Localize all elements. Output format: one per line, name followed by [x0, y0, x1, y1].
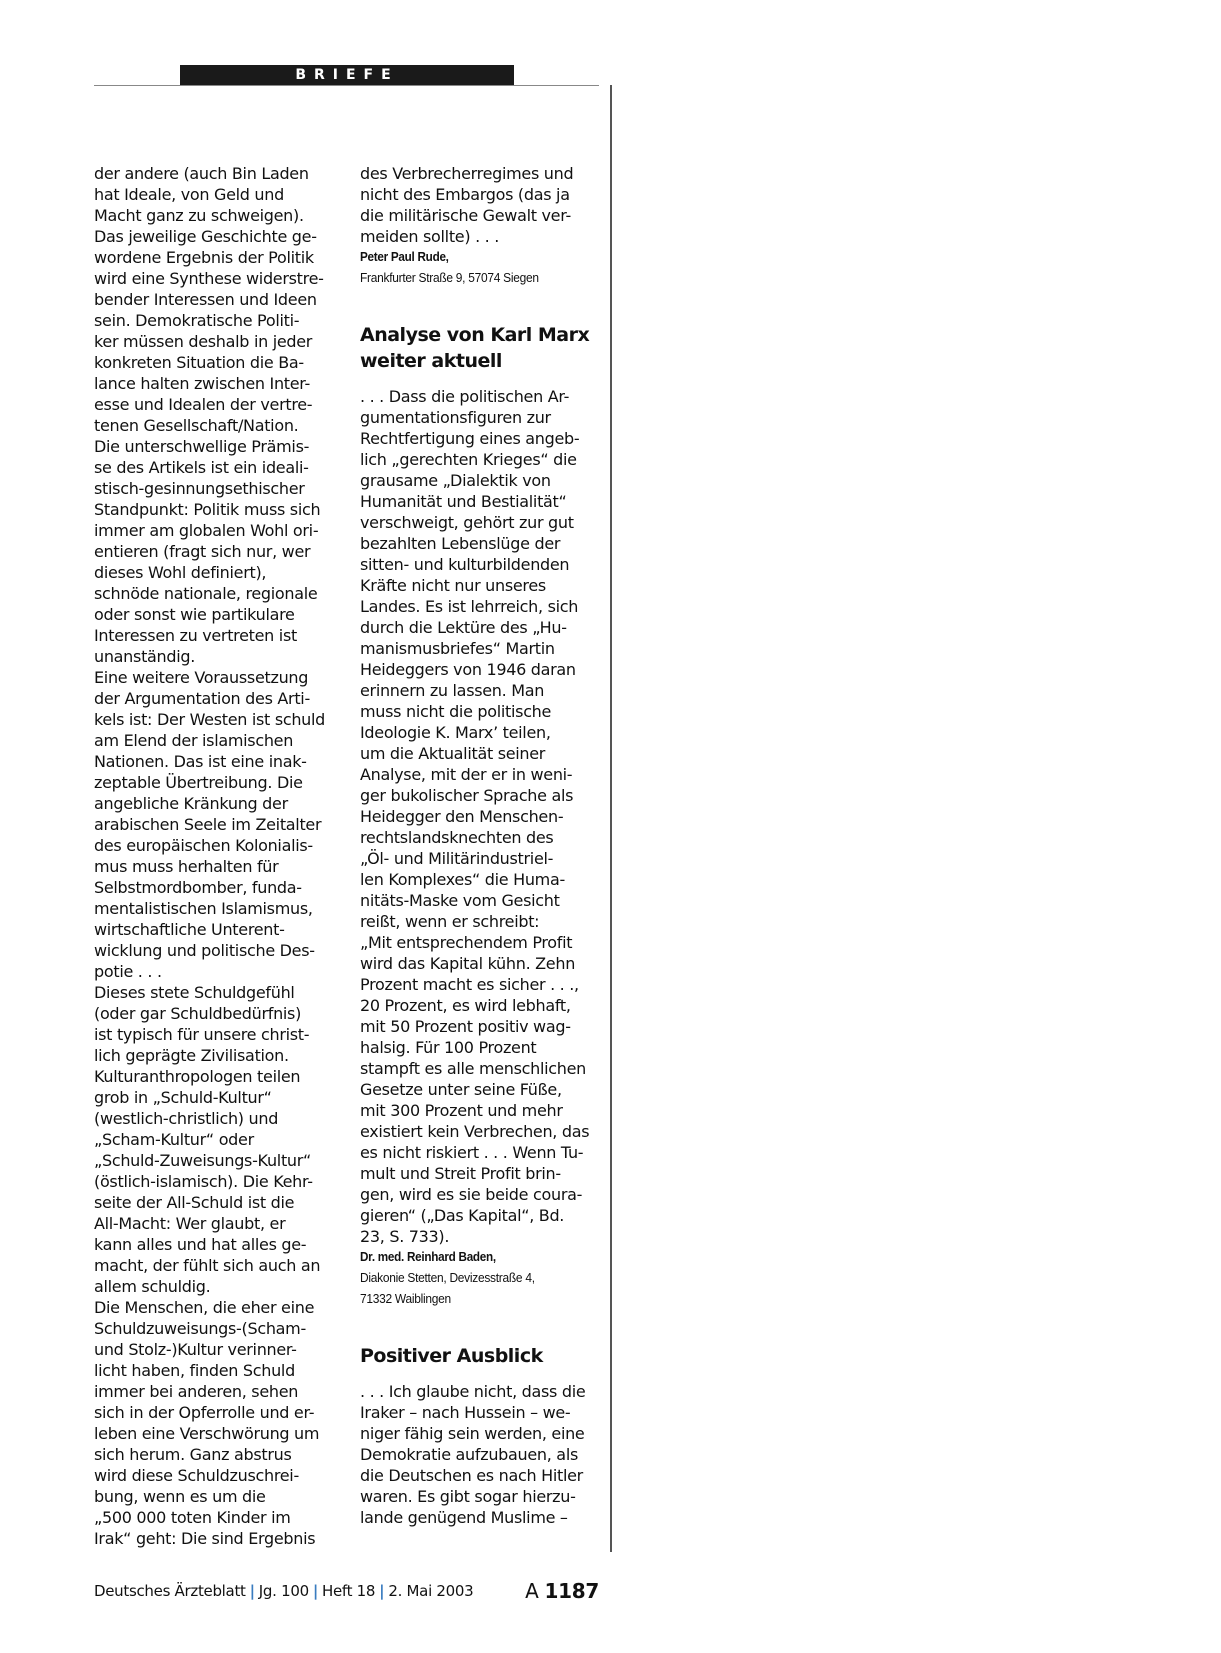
journal-issue: Heft 18: [322, 1582, 376, 1600]
page-number-block: [525, 1578, 599, 1604]
body-paragraph: Dieses stete Schuldgefühl (oder gar Schuldbedürfnis) ist typisch für unsere christ- lich geprägte Zivilisation. Kulturanthropologen teilen grob in „Schuld-Kultur“ (westlich-christlich) und „Scham-Kultur“ oder „Schuld-Zuweisungs-Kultur“ (östlich-islamisch). Die Kehr- seite der All-Schuld ist die All-Macht: Wer glaubt, er kann alles und hat alles ge- macht, der fühlt sich auch an allem schuldig.: [94, 983, 321, 1296]
section-label: BRIEFE: [180, 65, 514, 86]
footer-separator: |: [379, 1582, 385, 1600]
letter-headline: Analyse von Karl Marx weiter aktuell: [360, 324, 590, 372]
header-rule: [94, 85, 599, 86]
letter-author: Dr. med. Reinhard Baden,: [360, 1249, 496, 1264]
journal-volume: Jg. 100: [258, 1582, 309, 1600]
column-divider: [610, 85, 612, 1552]
continuation-paragraph: des Verbrecherregimes und nicht des Embargos (das ja die militärische Gewalt ver- meiden sollte) . . .: [360, 164, 574, 246]
left-column: [94, 163, 344, 1549]
footer-separator: |: [312, 1582, 318, 1600]
letter-address: Diakonie Stetten, Devizesstraße 4, 71332 Waiblingen: [360, 1270, 535, 1306]
letter-address: Frankfurter Straße 9, 57074 Siegen: [360, 270, 539, 285]
letter-body: . . . Ich glaube nicht, dass die Iraker – nach Hussein – we- niger fähig sein werden, eine Demokratie aufzubauen, als die Deutschen es nach Hitler waren. Es gibt sogar hierzu- lande genügend Muslime –: [360, 1382, 586, 1527]
body-paragraph: Die unterschwellige Prämis- se des Artikels ist ein ideali- stisch-gesinnungsethischer Standpunkt: Politik muss sich immer am globalen Wohl ori- entieren (fragt sich nur, wer dieses Wohl definiert), schnöde nationale, regionale oder sonst wie partikulare Interessen zu vertreten ist unanständig.: [94, 437, 321, 666]
letter-body: . . . Dass die politischen Ar- gumentationsfiguren zur Rechtfertigung eines angeb- lich „gerechten Krieges“ die grausame „Dialektik von Humanität und Bestialität“ verschweigt, gehört zur gut bezahlten Lebenslüge der sitten- und kulturbildenden Kräfte nicht nur unseres Landes. Es ist lehrreich, sich durch die Lektüre des „Hu- manismusbriefes“ Martin Heideggers von 1946 daran erinnern zu lassen. Man muss nicht die politische Ideologie K. Marx’ teilen, um die Aktualität seiner Analyse, mit der er in weni- ger bukolischer Sprache als Heidegger den Menschen- rechtslandsknechten des „Öl- und Militärindustriel- len Komplexes“ die Huma- nitäts-Maske vom Gesicht reißt, wenn er schreibt: „Mit entsprechendem Profit wird das Kapital kühn. Zehn Prozent macht es sicher . . ., 20 Prozent, es wird lebhaft, mit 50 Prozent positiv wag- halsig. Für 100 Prozent stampft es alle menschlichen Gesetze unter seine Füße, mit 300 Prozent und mehr existiert kein Verbrechen, das es nicht riskiert . . . Wenn Tu- mult und Streit Profit brin- gen, wird es sie beide coura- gieren“ („Das Kapital“, Bd. 23, S. 733).: [360, 387, 590, 1246]
footer-separator: |: [249, 1582, 255, 1600]
letter-headline: Positiver Ausblick: [360, 1345, 543, 1367]
page-prefix: A: [525, 1579, 539, 1603]
issue-date: 2. Mai 2003: [388, 1582, 474, 1600]
body-paragraph: Die Menschen, die eher eine Schuldzuweisungs-(Scham- und Stolz-)Kultur verinner- licht haben, finden Schuld immer bei anderen, sehen sich in der Opferrolle und er- leben eine Verschwörung um sich herum. Ganz abstrus wird diese Schuldzuschrei- bung, wenn es um die „500 000 toten Kinder im Irak“ geht: Die sind Ergebnis: [94, 1298, 320, 1548]
body-paragraph: der andere (auch Bin Laden hat Ideale, von Geld und Macht ganz zu schweigen). Das jeweilige Geschichte ge- wordene Ergebnis der Politik wird eine Synthese widerstre- bender Interessen und Ideen sein. Demokratische Politi- ker müssen deshalb in jeder konkreten Situation die Ba- lance halten zwischen Inter- esse und Idealen der vertre- tenen Gesellschaft/Nation.: [94, 164, 324, 435]
page-number: 1187: [544, 1579, 599, 1603]
letter-author: Peter Paul Rude,: [360, 249, 449, 264]
right-column: [360, 163, 605, 1528]
journal-name: Deutsches Ärzteblatt: [94, 1582, 246, 1600]
page-footer: [94, 1578, 599, 1604]
body-paragraph: Eine weitere Voraussetzung der Argumentation des Arti- kels ist: Der Westen ist schuld am Elend der islamischen Nationen. Das ist eine inak- zeptable Übertreibung. Die angebliche Kränkung der arabischen Seele im Zeitalter des europäischen Kolonialis- mus muss herhalten für Selbstmordbomber, funda- mentalistischen Islamismus, wirtschaftliche Unterent- wicklung und politische Des- potie . . .: [94, 668, 326, 981]
